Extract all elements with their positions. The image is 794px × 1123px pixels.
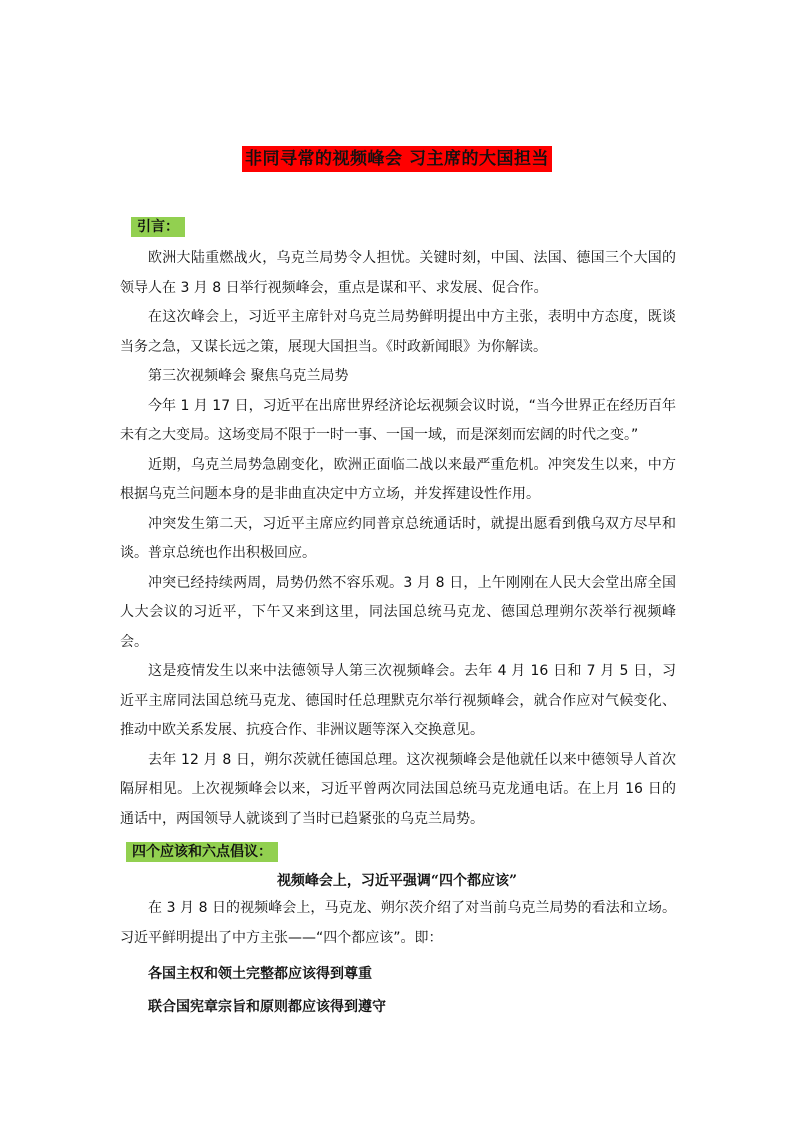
intro-body: [120, 244, 676, 834]
section2-body: [120, 894, 676, 953]
paragraph: 欧洲大陆重燃战火，乌克兰局势令人担忧。关键时刻，中国、法国、德国三个大国的领导人在 3 月 8 日举行视频峰会，重点是谋和平、求发展、促合作。: [120, 250, 676, 296]
paragraph: 今年 1 月 17 日，习近平在出席世界经济论坛视频会议时说，“当今世界正在经历百年未有之大变局。这场变局不限于一时一事、一国一域，而是深刻而宏阔的时代之变。”: [120, 397, 676, 443]
bold-line: 联合国宪章宗旨和原则都应该得到遵守: [148, 999, 386, 1015]
subheading: 视频峰会上，习近平强调“四个都应该”: [276, 873, 518, 889]
bold-line: 各国主权和领土完整都应该得到尊重: [148, 966, 372, 982]
paragraph: 近期，乌克兰局势急剧变化，欧洲正面临二战以来最严重危机。冲突发生以来，中方根据乌克兰问题本身的是非曲直决定中方立场，并发挥建设性作用。: [120, 456, 676, 502]
paragraph: 在这次峰会上，习近平主席针对乌克兰局势鲜明提出中方主张，表明中方态度，既谈当务之急，又谋长远之策，展现大国担当。《时政新闻眼》为你解读。: [120, 309, 676, 355]
paragraph: 冲突已经持续两周，局势仍然不容乐观。3 月 8 日，上午刚刚在人民大会堂出席全国人大会议的习近平，下午又来到这里，同法国总统马克龙、德国总理朔尔茨举行视频峰会。: [120, 574, 676, 650]
paragraph-subtitle: 第三次视频峰会 聚焦乌克兰局势: [148, 368, 349, 384]
section-heading-four-shoulds: 四个应该和六点倡议：: [126, 842, 278, 862]
section-heading-intro: 引言：: [131, 217, 185, 237]
paragraph: 冲突发生第二天，习近平主席应约同普京总统通话时，就提出愿看到俄乌双方尽早和谈。普京总统也作出积极回应。: [120, 515, 676, 561]
paragraph: 在 3 月 8 日的视频峰会上，马克龙、朔尔茨介绍了对当前乌克兰局势的看法和立场。习近平鲜明提出了中方主张——“四个都应该”。即：: [120, 900, 676, 946]
title-wrap: [0, 146, 794, 172]
document-title: 非同寻常的视频峰会 习主席的大国担当: [242, 146, 552, 172]
paragraph: 去年 12 月 8 日，朔尔茨就任德国总理。这次视频峰会是他就任以来中德领导人首次隔屏相见。上次视频峰会以来，习近平曾两次同法国总统马克龙通电话。在上月 16 日的通话中，两国领导人就谈到了当时已趋紧张的乌克兰局势。: [120, 751, 676, 827]
paragraph: 这是疫情发生以来中法德领导人第三次视频峰会。去年 4 月 16 日和 7 月 5 日，习近平主席同法国总统马克龙、德国时任总理默克尔举行视频峰会，就合作应对气候变化、推动中欧关系发展、抗疫合作、非洲议题等深入交换意见。: [120, 663, 676, 738]
